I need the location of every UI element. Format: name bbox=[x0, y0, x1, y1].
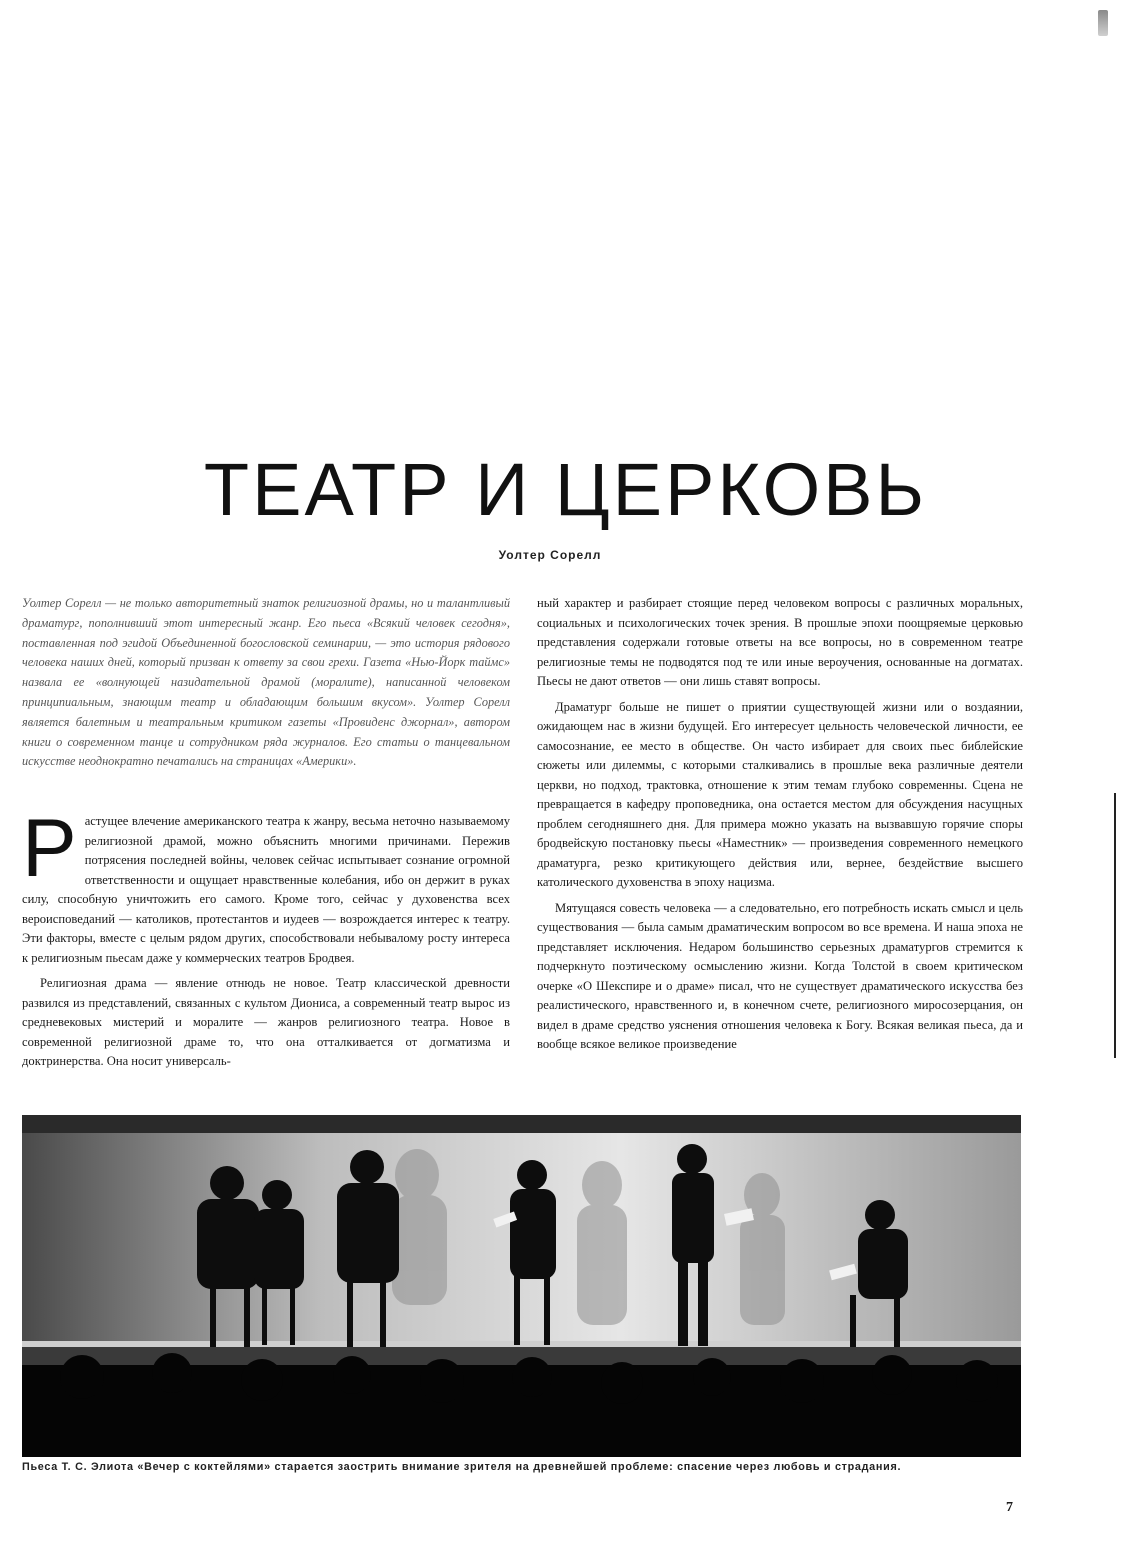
scan-corner-mark bbox=[1098, 10, 1108, 36]
body-paragraph: Драматург больше не пишет о приятии существующей жизни или о воздаянии, ожидающем нас в жизни будущей. Его интересует цельность человеческой личности, ее самосознание, ее место в обществе. Он часто избирает для своих пьес библейские сюжеты или дилеммы, с которыми сталкивались в прошлые века различные деятели церкви, но подход, трактовка, отношение к этим темам глубоко современны. Сцена не превращается в кафедру проповедника, она остается местом для обсуждения насущных проблем сегодняшнего дня. Для примера можно указать на вызвавшую горячие споры бродвейскую постановку пьесы «Наместник» — произведения современного немецкого драматурга, резко критикующего действия или, вернее, бездействие высшего католического духовенства в эпоху нацизма. bbox=[537, 699, 1023, 889]
page-number: 7 bbox=[1006, 1500, 1013, 1515]
article-column-left bbox=[22, 803, 510, 1078]
body-paragraph bbox=[22, 803, 510, 968]
article-title: ТЕАТР И ЦЕРКОВЬ bbox=[203, 448, 928, 531]
stage-performance-illustration bbox=[22, 1115, 1021, 1457]
stage-photo bbox=[22, 1115, 1021, 1457]
body-paragraph: ный характер и разбирает стоящие перед человеком вопросы с различных моральных, социальных и психологических точек зрения. В прошлые эпохи поощряемые церковью представления содержали готовые ответы на все вопросы, но в современном театре религиозные темы не подводятся под те или иные вероучения, основанные на догматах. Пьесы не дают ответов — они лишь ставят вопросы. bbox=[537, 596, 1023, 688]
body-paragraph: Религиозная драма — явление отнюдь не новое. Театр классической древности развился из представлений, связанных с культом Диониса, а современный театр вырос из средневековых мистерий и моралите — жанров религиозного театра. Новое в современной религиозной драме то, что она отталкивается от догматизма и доктринерства. Она носит универсаль- bbox=[22, 976, 510, 1068]
intro-paragraph: Уолтер Сорелл — не только авторитетный знаток религиозной драмы, но и талантливый драматург, пополнивший этот интересный жанр. Его пьеса «Всякий человек сегодня», поставленная под эгидой Объединенной богословской семинарии, — это история рядового человека наших дней, который призван к ответу за свои грехи. Газета «Нью-Йорк таймс» назвала ее «волнующей назидательной драмой (моралите), написанной человеком принципиальным, знающим театр и обладающим большим вкусом». Уолтер Сорелл является балетным и театральным критиком газеты «Провиденс джорнал», автором книги о современном танце и сотрудником ряда журналов. Его статьи о танцевальном искусстве неоднократно печатались на страницах «Америки». bbox=[22, 596, 510, 769]
drop-cap: Р bbox=[22, 803, 77, 894]
paragraph-text: астущее влечение американского театра к жанру, весьма неточно называемому религиозной драмой, можно объяснить многими причинами. Пережив потрясения последней войны, человек сейчас испытывает сознание огромной ответственности и ощущает нравственные колебания, ибо он держит в руках силу, способную уничтожить его самого. Кроме того, сейчас у духовенства всех вероисповеданий — католиков, протестантов и иудеев — возрождается интерес к театру. Эти факторы, вместе с целым рядом других, способствовали небывалому росту интереса к религиозным пьесам даже у коммерческих театров Бродвея. bbox=[22, 814, 510, 965]
article-author: Уолтер Сорелл bbox=[498, 548, 602, 562]
author-introduction bbox=[22, 594, 510, 778]
margin-rule bbox=[1114, 793, 1116, 1058]
article-column-right bbox=[537, 594, 1023, 1061]
photo-caption: Пьеса Т. С. Элиота «Вечер с коктейлями» старается заострить внимание зрителя на древнейшей проблеме: спасение через любовь и страдания. bbox=[22, 1461, 902, 1473]
body-paragraph: Мятущаяся совесть человека — а следовательно, его потребность искать смысл и цель существования — была самым драматическим вопросом во все времена. И наша эпоха не представляет исключения. Недаром большинство серьезных драматургов стремится к подчеркнуто поэтическому осмыслению жизни. Когда Толстой в своем критическом очерке «О Шекспире и о драме» писал, что не существует драматического искусства без реалистического, нравственного и, в конечном счете, религиозного миросозерцания, он видел в драме средство уяснения отношения человека к Богу. Всякая великая пьеса, да и вообще всякое великое произведение bbox=[537, 900, 1023, 1051]
